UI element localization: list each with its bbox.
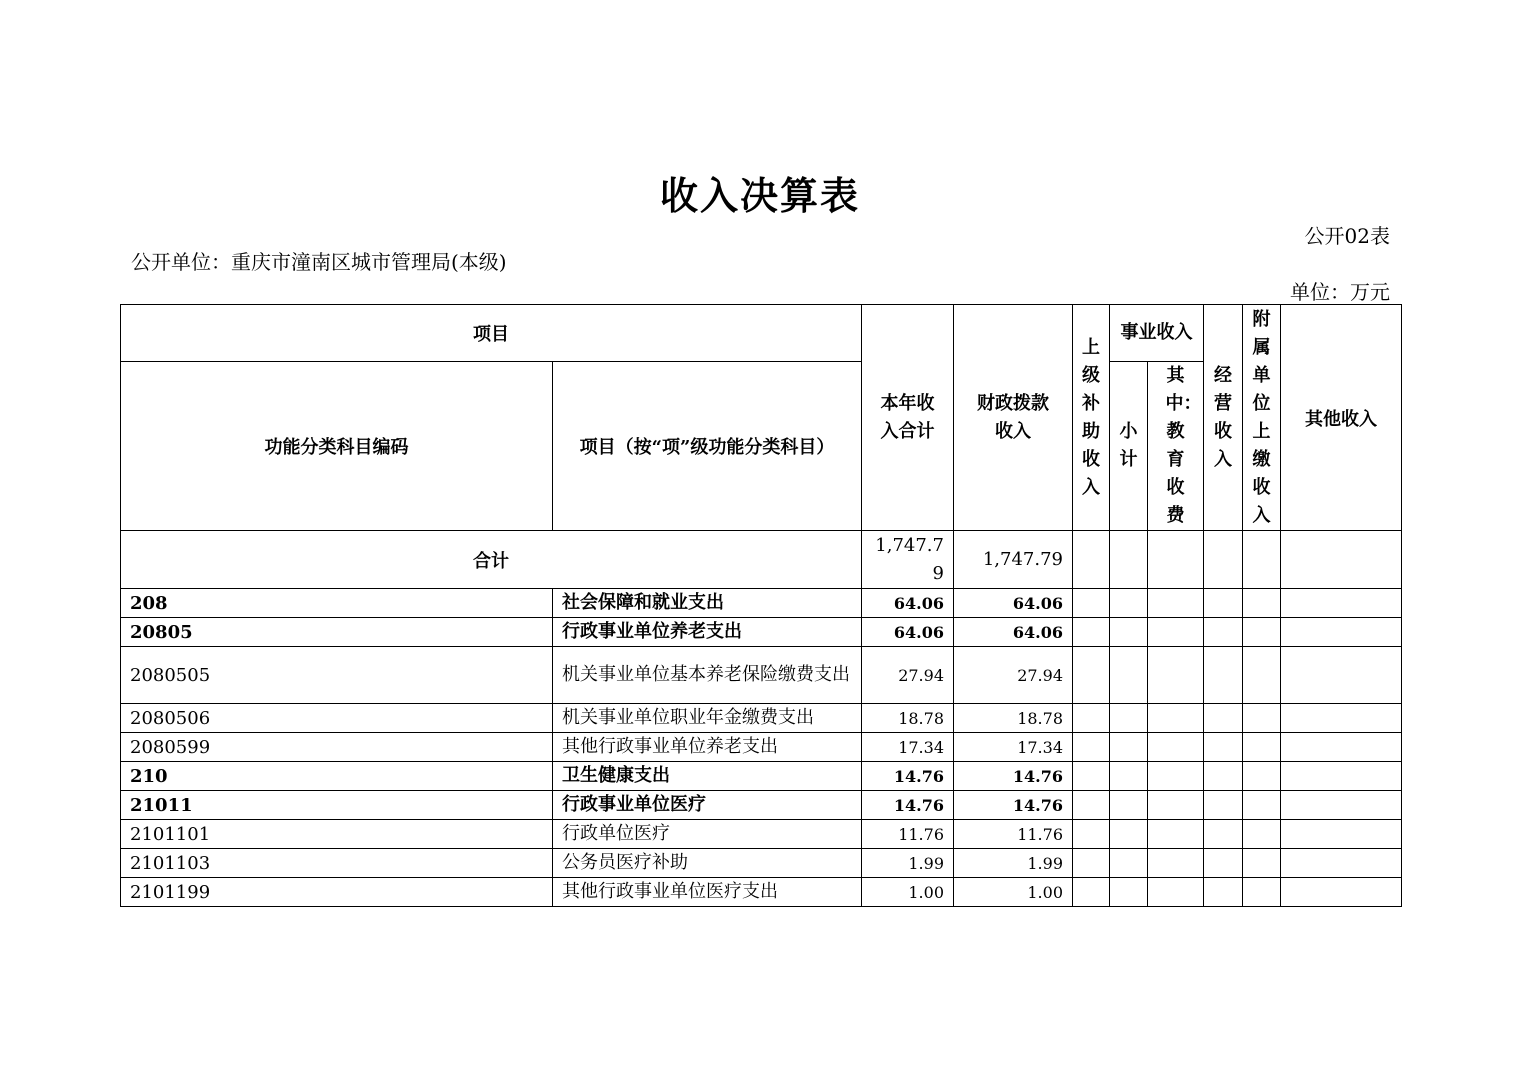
header-name: 项目（按“项”级功能分类科目） bbox=[553, 362, 862, 531]
total-label: 合计 bbox=[121, 531, 862, 589]
page-title: 收入决算表 bbox=[659, 173, 860, 218]
empty-cell bbox=[1148, 531, 1204, 589]
row-name: 其他行政事业单位养老支出 bbox=[553, 733, 862, 762]
empty-cell bbox=[1281, 704, 1402, 733]
empty-cell bbox=[1110, 849, 1148, 878]
empty-cell bbox=[1148, 762, 1204, 791]
empty-cell bbox=[1281, 531, 1402, 589]
row-fiscal: 17.34 bbox=[954, 733, 1073, 762]
table-row bbox=[121, 791, 1402, 820]
empty-cell bbox=[1243, 531, 1281, 589]
row-fiscal: 64.06 bbox=[954, 618, 1073, 647]
row-total: 64.06 bbox=[862, 589, 954, 618]
header-total: 本年收入合计 bbox=[862, 305, 954, 531]
row-name: 卫生健康支出 bbox=[553, 762, 862, 791]
table-row bbox=[121, 878, 1402, 907]
header-subtotal: 小计 bbox=[1110, 362, 1148, 531]
empty-cell bbox=[1148, 647, 1204, 704]
empty-cell bbox=[1148, 791, 1204, 820]
row-code: 21011 bbox=[121, 791, 553, 820]
empty-cell bbox=[1148, 704, 1204, 733]
empty-cell bbox=[1204, 820, 1243, 849]
row-total: 14.76 bbox=[862, 762, 954, 791]
row-fiscal: 1.00 bbox=[954, 878, 1073, 907]
empty-cell bbox=[1073, 820, 1110, 849]
currency-unit: 单位：万元 bbox=[1290, 280, 1390, 304]
empty-cell bbox=[1243, 762, 1281, 791]
empty-cell bbox=[1110, 820, 1148, 849]
empty-cell bbox=[1073, 733, 1110, 762]
row-name: 行政单位医疗 bbox=[553, 820, 862, 849]
table-row bbox=[121, 589, 1402, 618]
table-row bbox=[121, 820, 1402, 849]
row-name: 社会保障和就业支出 bbox=[553, 589, 862, 618]
empty-cell bbox=[1281, 647, 1402, 704]
empty-cell bbox=[1110, 589, 1148, 618]
empty-cell bbox=[1148, 618, 1204, 647]
income-table bbox=[120, 304, 1402, 907]
empty-cell bbox=[1281, 849, 1402, 878]
row-code: 2101103 bbox=[121, 849, 553, 878]
empty-cell bbox=[1073, 878, 1110, 907]
empty-cell bbox=[1281, 762, 1402, 791]
empty-cell bbox=[1110, 531, 1148, 589]
empty-cell bbox=[1073, 531, 1110, 589]
table-row bbox=[121, 704, 1402, 733]
row-code: 2080505 bbox=[121, 647, 553, 704]
empty-cell bbox=[1110, 704, 1148, 733]
header-affiliated: 附属单位上缴收入 bbox=[1243, 305, 1281, 531]
row-total: 14.76 bbox=[862, 791, 954, 820]
row-fiscal: 14.76 bbox=[954, 791, 1073, 820]
empty-cell bbox=[1073, 589, 1110, 618]
row-name: 机关事业单位职业年金缴费支出 bbox=[553, 704, 862, 733]
empty-cell bbox=[1204, 647, 1243, 704]
header-business: 事业收入 bbox=[1110, 305, 1204, 362]
empty-cell bbox=[1281, 733, 1402, 762]
row-code: 20805 bbox=[121, 618, 553, 647]
empty-cell bbox=[1204, 589, 1243, 618]
empty-cell bbox=[1281, 791, 1402, 820]
empty-cell bbox=[1243, 791, 1281, 820]
empty-cell bbox=[1204, 618, 1243, 647]
empty-cell bbox=[1204, 704, 1243, 733]
row-total: 1.99 bbox=[862, 849, 954, 878]
row-fiscal: 27.94 bbox=[954, 647, 1073, 704]
row-name: 行政事业单位医疗 bbox=[553, 791, 862, 820]
row-code: 2101101 bbox=[121, 820, 553, 849]
table-row bbox=[121, 618, 1402, 647]
empty-cell bbox=[1110, 791, 1148, 820]
row-code: 2080599 bbox=[121, 733, 553, 762]
empty-cell bbox=[1073, 647, 1110, 704]
table-row bbox=[121, 647, 1402, 704]
row-name: 公务员医疗补助 bbox=[553, 849, 862, 878]
row-total: 18.78 bbox=[862, 704, 954, 733]
row-code: 208 bbox=[121, 589, 553, 618]
table-row bbox=[121, 762, 1402, 791]
header-other: 其他收入 bbox=[1281, 305, 1402, 531]
row-name: 机关事业单位基本养老保险缴费支出 bbox=[553, 647, 862, 704]
empty-cell bbox=[1204, 849, 1243, 878]
empty-cell bbox=[1281, 878, 1402, 907]
empty-cell bbox=[1243, 820, 1281, 849]
empty-cell bbox=[1110, 618, 1148, 647]
empty-cell bbox=[1148, 820, 1204, 849]
empty-cell bbox=[1073, 791, 1110, 820]
empty-cell bbox=[1204, 762, 1243, 791]
empty-cell bbox=[1073, 618, 1110, 647]
row-name: 其他行政事业单位医疗支出 bbox=[553, 878, 862, 907]
empty-cell bbox=[1110, 733, 1148, 762]
reporting-unit: 公开单位：重庆市潼南区城市管理局(本级) bbox=[131, 250, 507, 274]
empty-cell bbox=[1073, 762, 1110, 791]
empty-cell bbox=[1148, 849, 1204, 878]
header-item: 项目 bbox=[121, 305, 862, 362]
row-fiscal: 14.76 bbox=[954, 762, 1073, 791]
header-code: 功能分类科目编码 bbox=[121, 362, 553, 531]
table-row bbox=[121, 733, 1402, 762]
header-edu: 其中：教育收费 bbox=[1148, 362, 1204, 531]
empty-cell bbox=[1243, 618, 1281, 647]
total-row bbox=[121, 531, 1402, 589]
row-total: 27.94 bbox=[862, 647, 954, 704]
empty-cell bbox=[1243, 733, 1281, 762]
form-number: 公开02表 bbox=[1304, 224, 1390, 248]
row-name: 行政事业单位养老支出 bbox=[553, 618, 862, 647]
row-total: 11.76 bbox=[862, 820, 954, 849]
header-superior: 上级补助收入 bbox=[1073, 305, 1110, 531]
row-fiscal: 18.78 bbox=[954, 704, 1073, 733]
row-fiscal: 11.76 bbox=[954, 820, 1073, 849]
row-total: 64.06 bbox=[862, 618, 954, 647]
empty-cell bbox=[1148, 589, 1204, 618]
empty-cell bbox=[1073, 849, 1110, 878]
row-fiscal: 1.99 bbox=[954, 849, 1073, 878]
empty-cell bbox=[1110, 878, 1148, 907]
empty-cell bbox=[1281, 820, 1402, 849]
empty-cell bbox=[1148, 733, 1204, 762]
header-fiscal: 财政拨款收入 bbox=[954, 305, 1073, 531]
empty-cell bbox=[1243, 704, 1281, 733]
empty-cell bbox=[1073, 704, 1110, 733]
empty-cell bbox=[1204, 531, 1243, 589]
row-code: 210 bbox=[121, 762, 553, 791]
empty-cell bbox=[1110, 762, 1148, 791]
empty-cell bbox=[1281, 618, 1402, 647]
empty-cell bbox=[1204, 733, 1243, 762]
empty-cell bbox=[1281, 589, 1402, 618]
total-income: 1,747.79 bbox=[862, 531, 954, 589]
total-fiscal: 1,747.79 bbox=[954, 531, 1073, 589]
header-operating: 经营收入 bbox=[1204, 305, 1243, 531]
empty-cell bbox=[1110, 647, 1148, 704]
table-row bbox=[121, 849, 1402, 878]
empty-cell bbox=[1148, 878, 1204, 907]
row-total: 1.00 bbox=[862, 878, 954, 907]
empty-cell bbox=[1243, 878, 1281, 907]
empty-cell bbox=[1243, 647, 1281, 704]
row-code: 2101199 bbox=[121, 878, 553, 907]
row-fiscal: 64.06 bbox=[954, 589, 1073, 618]
empty-cell bbox=[1243, 589, 1281, 618]
row-code: 2080506 bbox=[121, 704, 553, 733]
empty-cell bbox=[1243, 849, 1281, 878]
empty-cell bbox=[1204, 791, 1243, 820]
row-total: 17.34 bbox=[862, 733, 954, 762]
empty-cell bbox=[1204, 878, 1243, 907]
